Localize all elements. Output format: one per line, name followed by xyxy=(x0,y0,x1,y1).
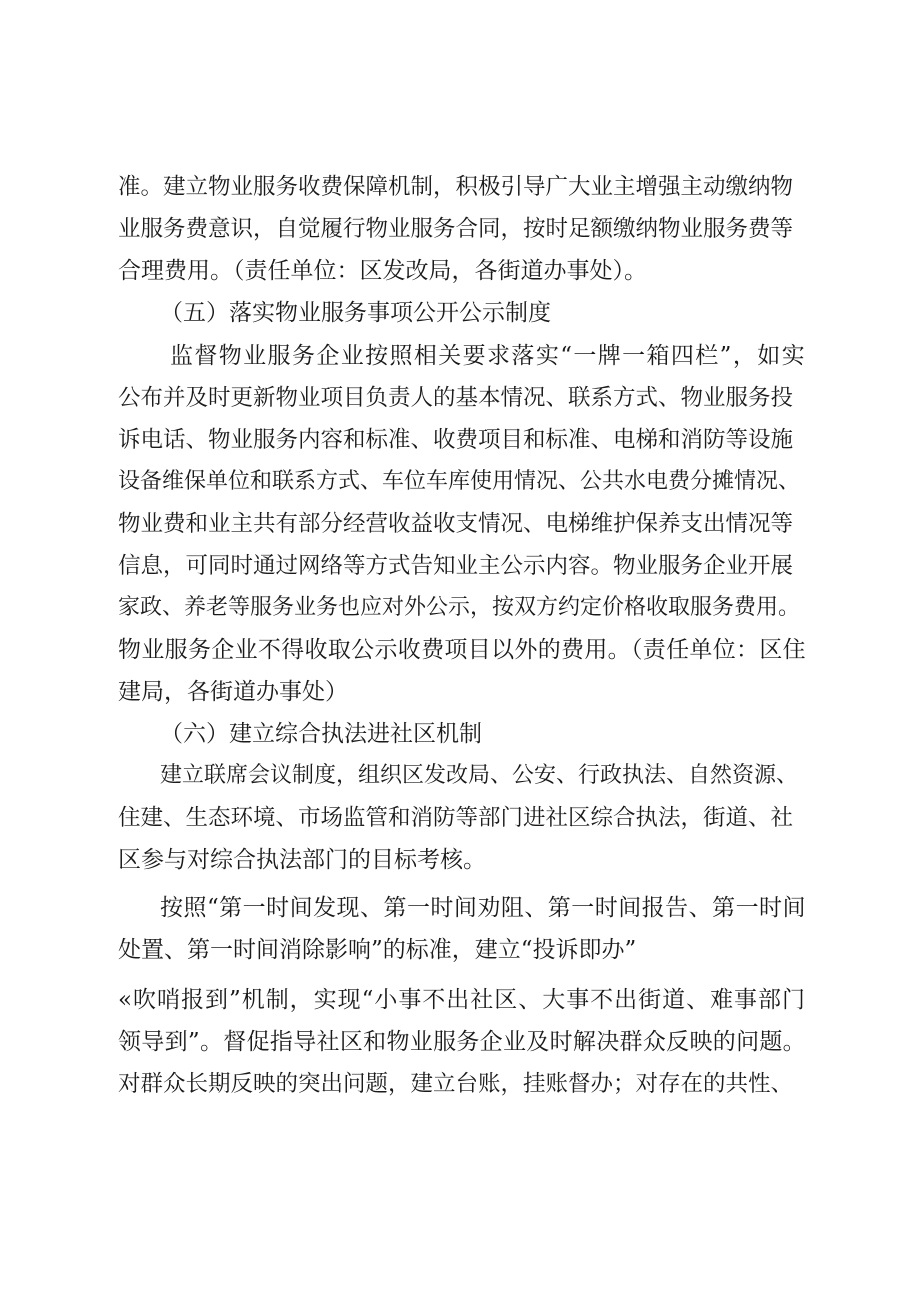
text-line-2: 业服务费意识，自觉履行物业服务合同，按时足额缴纳物业服务费等 xyxy=(118,216,794,242)
text-line-21: 领导到”。督促指导社区和物业服务企业及时解决群众反映的问题。 xyxy=(118,1029,806,1055)
text-line-7: 诉电话、物业服务内容和标准、收费项目和标准、电梯和消防等设施 xyxy=(118,427,794,453)
text-line-9: 物业费和业主共有部分经营收益收支情况、电梯维护保养支出情况等 xyxy=(118,511,794,537)
text-line-22: 对群众长期反映的突出问题，建立台账，挂账督办；对存在的共性、 xyxy=(118,1071,794,1097)
text-line-20: «吹哨报到”机制，实现“小事不出社区、大事不出街道、难事部门 xyxy=(118,987,806,1013)
text-line-13: 建局，各街道办事处） xyxy=(118,679,348,705)
text-line-18: 按照“第一时间发现、第一时间劝阻、第一时间报告、第一时间 xyxy=(160,895,806,921)
section-heading-6: （六）建立综合执法进社区机制 xyxy=(160,721,482,747)
text-line-10: 信息，可同时通过网络等方式告知业主公示内容。物业服务企业开展 xyxy=(118,553,794,579)
text-line-17: 区参与对综合执法部门的目标考核。 xyxy=(118,847,486,873)
text-line-1: 准。建立物业服务收费保障机制，积极引导广大业主增强主动缴纳物 xyxy=(118,174,794,200)
text-line-11: 家政、养老等服务业务也应对外公示，按双方约定价格收取服务费用。 xyxy=(118,595,801,620)
text-line-12: 物业服务企业不得收取公示收费项目以外的费用。（责任单位：区住 xyxy=(118,637,806,663)
text-line-5: 监督物业服务企业按照相关要求落实“一牌一箱四栏”，如实 xyxy=(170,343,806,369)
text-line-19: 处置、第一时间消除影响”的标准，建立“投诉即办” xyxy=(118,937,637,963)
text-line-16: 住建、生态环境、市场监管和消防等部门进社区综合执法，街道、社 xyxy=(118,805,794,831)
text-line-6: 公布并及时更新物业项目负责人的基本情况、联系方式、物业服务投 xyxy=(118,385,794,411)
text-line-15: 建立联席会议制度，组织区发改局、公安、行政执法、自然资源、 xyxy=(160,763,799,788)
section-heading-5: （五）落实物业服务事项公开公示制度 xyxy=(160,300,551,326)
text-line-8: 设备维保单位和联系方式、车位车库使用情况、公共水电费分摊情况、 xyxy=(118,469,801,494)
text-line-3: 合理费用。（责任单位：区发改局，各街道办事处）。 xyxy=(118,258,647,284)
